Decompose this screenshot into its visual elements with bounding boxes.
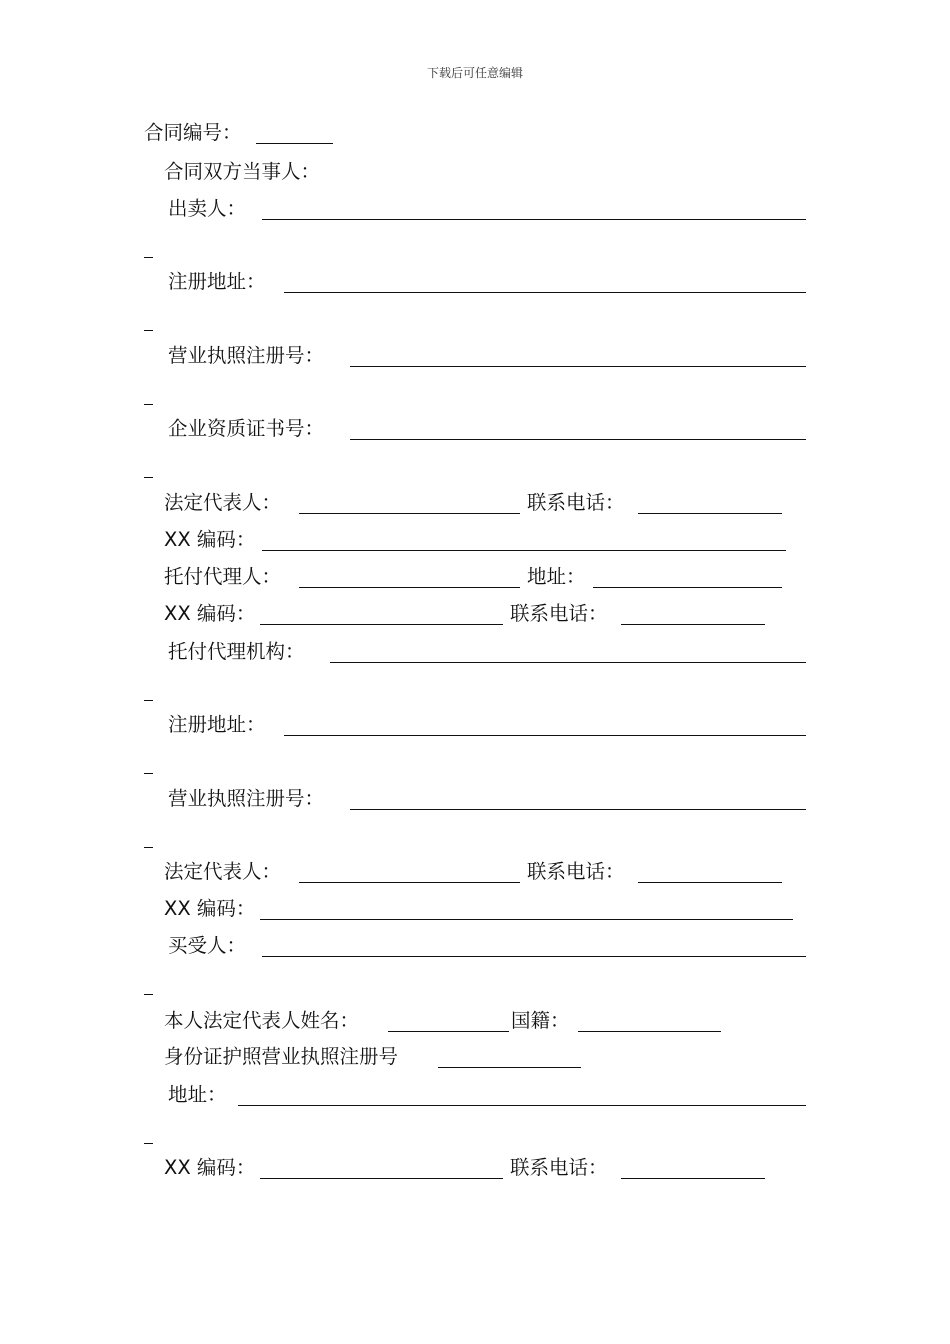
line-wrap-dash [144, 994, 153, 995]
seller-phone-label: 联系电话： [527, 491, 625, 514]
seller-postcode-field[interactable] [262, 550, 786, 551]
contract-number-field[interactable] [256, 143, 333, 144]
seller-qualification-field[interactable] [350, 439, 806, 440]
seller-agent-address-label: 地址： [527, 565, 586, 588]
seller-agent-postcode-label: XX 编码： [164, 602, 256, 625]
seller-agent-postcode-field[interactable] [260, 624, 503, 625]
seller-legal-rep-field[interactable] [299, 513, 520, 514]
agency-license-label: 营业执照注册号： [168, 787, 325, 810]
line-wrap-dash [144, 257, 153, 258]
agency-postcode-label: XX 编码： [164, 897, 256, 920]
buyer-address-label: 地址： [168, 1083, 227, 1106]
seller-agent-label: 托付代理人： [164, 565, 282, 588]
seller-agent-field[interactable] [299, 587, 520, 588]
agency-postcode-field[interactable] [260, 919, 793, 920]
page-header-note: 下载后可任意编辑 [426, 66, 523, 80]
agency-label: 托付代理机构： [168, 640, 305, 663]
agency-legal-rep-field[interactable] [299, 882, 520, 883]
seller-address-label: 注册地址： [168, 270, 266, 293]
seller-qualification-label: 企业资质证书号： [168, 417, 325, 440]
buyer-field[interactable] [262, 956, 806, 957]
agency-phone-label: 联系电话： [527, 860, 625, 883]
buyer-postcode-label: XX 编码： [164, 1156, 256, 1179]
buyer-id-field[interactable] [438, 1067, 581, 1068]
seller-agent-address-field[interactable] [593, 587, 782, 588]
line-wrap-dash [144, 477, 153, 478]
agency-phone-field[interactable] [638, 882, 782, 883]
seller-agent-phone-field[interactable] [621, 624, 765, 625]
agency-field[interactable] [330, 662, 806, 663]
seller-address-field[interactable] [284, 292, 806, 293]
line-wrap-dash [144, 1143, 153, 1144]
buyer-nationality-label: 国籍： [511, 1009, 570, 1032]
seller-agent-phone-label: 联系电话： [510, 602, 608, 625]
agency-address-label: 注册地址： [168, 713, 266, 736]
seller-license-label: 营业执照注册号： [168, 344, 325, 367]
seller-license-field[interactable] [350, 366, 806, 367]
seller-label: 出卖人： [168, 197, 247, 220]
line-wrap-dash [144, 773, 153, 774]
line-wrap-dash [144, 700, 153, 701]
buyer-phone-field[interactable] [621, 1178, 765, 1179]
agency-address-field[interactable] [284, 735, 806, 736]
agency-license-field[interactable] [350, 809, 806, 810]
seller-legal-rep-label: 法定代表人： [164, 491, 282, 514]
seller-phone-field[interactable] [638, 513, 782, 514]
buyer-phone-label: 联系电话： [510, 1156, 608, 1179]
contract-number-label: 合同编号： [144, 121, 242, 144]
buyer-legal-rep-name-label: 本人法定代表人姓名： [164, 1009, 360, 1032]
line-wrap-dash [144, 404, 153, 405]
parties-heading: 合同双方当事人： [164, 160, 321, 183]
line-wrap-dash [144, 330, 153, 331]
buyer-legal-rep-name-field[interactable] [388, 1031, 509, 1032]
buyer-postcode-field[interactable] [260, 1178, 503, 1179]
seller-field[interactable] [262, 219, 806, 220]
agency-legal-rep-label: 法定代表人： [164, 860, 282, 883]
buyer-nationality-field[interactable] [578, 1031, 721, 1032]
seller-postcode-label: XX 编码： [164, 528, 256, 551]
buyer-id-label: 身份证护照营业执照注册号 [164, 1045, 399, 1068]
buyer-label: 买受人： [168, 934, 247, 957]
line-wrap-dash [144, 847, 153, 848]
buyer-address-field[interactable] [238, 1105, 806, 1106]
